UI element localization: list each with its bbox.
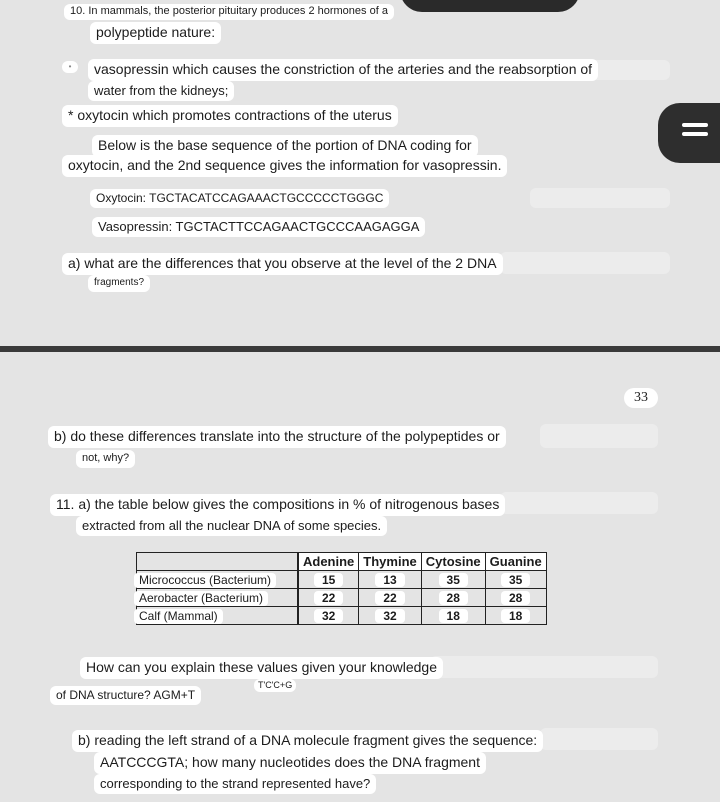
q11b-line-1: b) reading the left strand of a DNA molecule fragment gives the sequence: — [72, 730, 543, 752]
column-header: Guanine — [485, 553, 546, 571]
table-cell: 22 — [314, 591, 343, 605]
ghost-band — [500, 492, 658, 514]
ghost-band — [500, 252, 670, 274]
q11b-line-2: AATCCCGTA; how many nucleotides does the DNA fragment — [94, 752, 486, 774]
table-row — [137, 607, 547, 625]
question-b-line-2: not, why? — [76, 450, 135, 468]
column-header: Cytosine — [421, 553, 485, 571]
table-cell: 32 — [375, 609, 404, 623]
q11b-line-3: corresponding to the strand represented have? — [94, 774, 376, 794]
column-header: Thymine — [359, 553, 421, 571]
q10-header: 10. In mammals, the posterior pituitary produces 2 hormones of a — [64, 4, 394, 20]
table-row — [137, 571, 547, 589]
question-a-line-2: fragments? — [88, 275, 150, 292]
side-panel-handle[interactable] — [658, 103, 720, 163]
bullet-icon: • — [62, 61, 78, 73]
bases-table — [136, 552, 547, 625]
q10-line2: polypeptide nature: — [90, 22, 221, 44]
table-cell: 13 — [375, 573, 404, 587]
ghost-band — [430, 656, 658, 678]
page-divider — [0, 346, 720, 352]
question-a-line-1: a) what are the differences that you observe at the level of the 2 DNA — [62, 253, 503, 275]
vasopressin-text-2: water from the kidneys; — [88, 81, 234, 101]
table-row — [137, 589, 547, 607]
table-cell: 22 — [375, 591, 404, 605]
explain-note: T'C'C+G — [254, 679, 296, 692]
table-cell: 35 — [439, 573, 468, 587]
row-label: Aerobacter (Bacterium) — [134, 591, 268, 606]
table-cell: 32 — [314, 609, 343, 623]
table-corner-cell — [137, 553, 299, 571]
row-label: Micrococcus (Bacterium) — [134, 573, 276, 588]
ghost-band — [540, 728, 658, 750]
table-cell: 15 — [314, 573, 343, 587]
page-number-badge: 33 — [624, 388, 658, 408]
row-label: Calf (Mammal) — [134, 609, 223, 624]
intro-line-1: Below is the base sequence of the portion of DNA coding for — [92, 135, 478, 157]
oxytocin-text: * oxytocin which promotes contractions of the uterus — [62, 105, 398, 127]
table-header-row — [137, 553, 547, 571]
table-cell: 18 — [439, 609, 468, 623]
vasopressin-text-1: vasopressin which causes the constriction of the arteries and the reabsorption of — [88, 59, 598, 81]
menu-handle-icon — [682, 123, 708, 141]
table-cell: 35 — [501, 573, 530, 587]
intro-line-2: oxytocin, and the 2nd sequence gives the information for vasopressin. — [62, 155, 507, 177]
table-cell: 28 — [501, 591, 530, 605]
q11-line-1: 11. a) the table below gives the compositions in % of nitrogenous bases — [50, 494, 505, 516]
top-notch-bar — [400, 0, 580, 12]
column-header: Adenine — [298, 553, 359, 571]
ghost-band — [540, 424, 658, 448]
table-cell: 18 — [501, 609, 530, 623]
explain-line-2: of DNA structure? AGM+T — [50, 686, 201, 705]
question-b-line-1: b) do these differences translate into the structure of the polypeptides or — [48, 426, 506, 448]
q11-line-2: extracted from all the nuclear DNA of some species. — [76, 516, 387, 536]
ghost-band — [530, 188, 670, 208]
oxytocin-sequence: Oxytocin: TGCTACATCCAGAAACTGCCCCCTGGGC — [90, 189, 389, 208]
table-cell: 28 — [439, 591, 468, 605]
vasopressin-sequence: Vasopressin: TGCTACTTCCAGAACTGCCCAAGAGGA — [92, 217, 425, 237]
explain-line-1: How can you explain these values given your knowledge — [80, 657, 443, 679]
